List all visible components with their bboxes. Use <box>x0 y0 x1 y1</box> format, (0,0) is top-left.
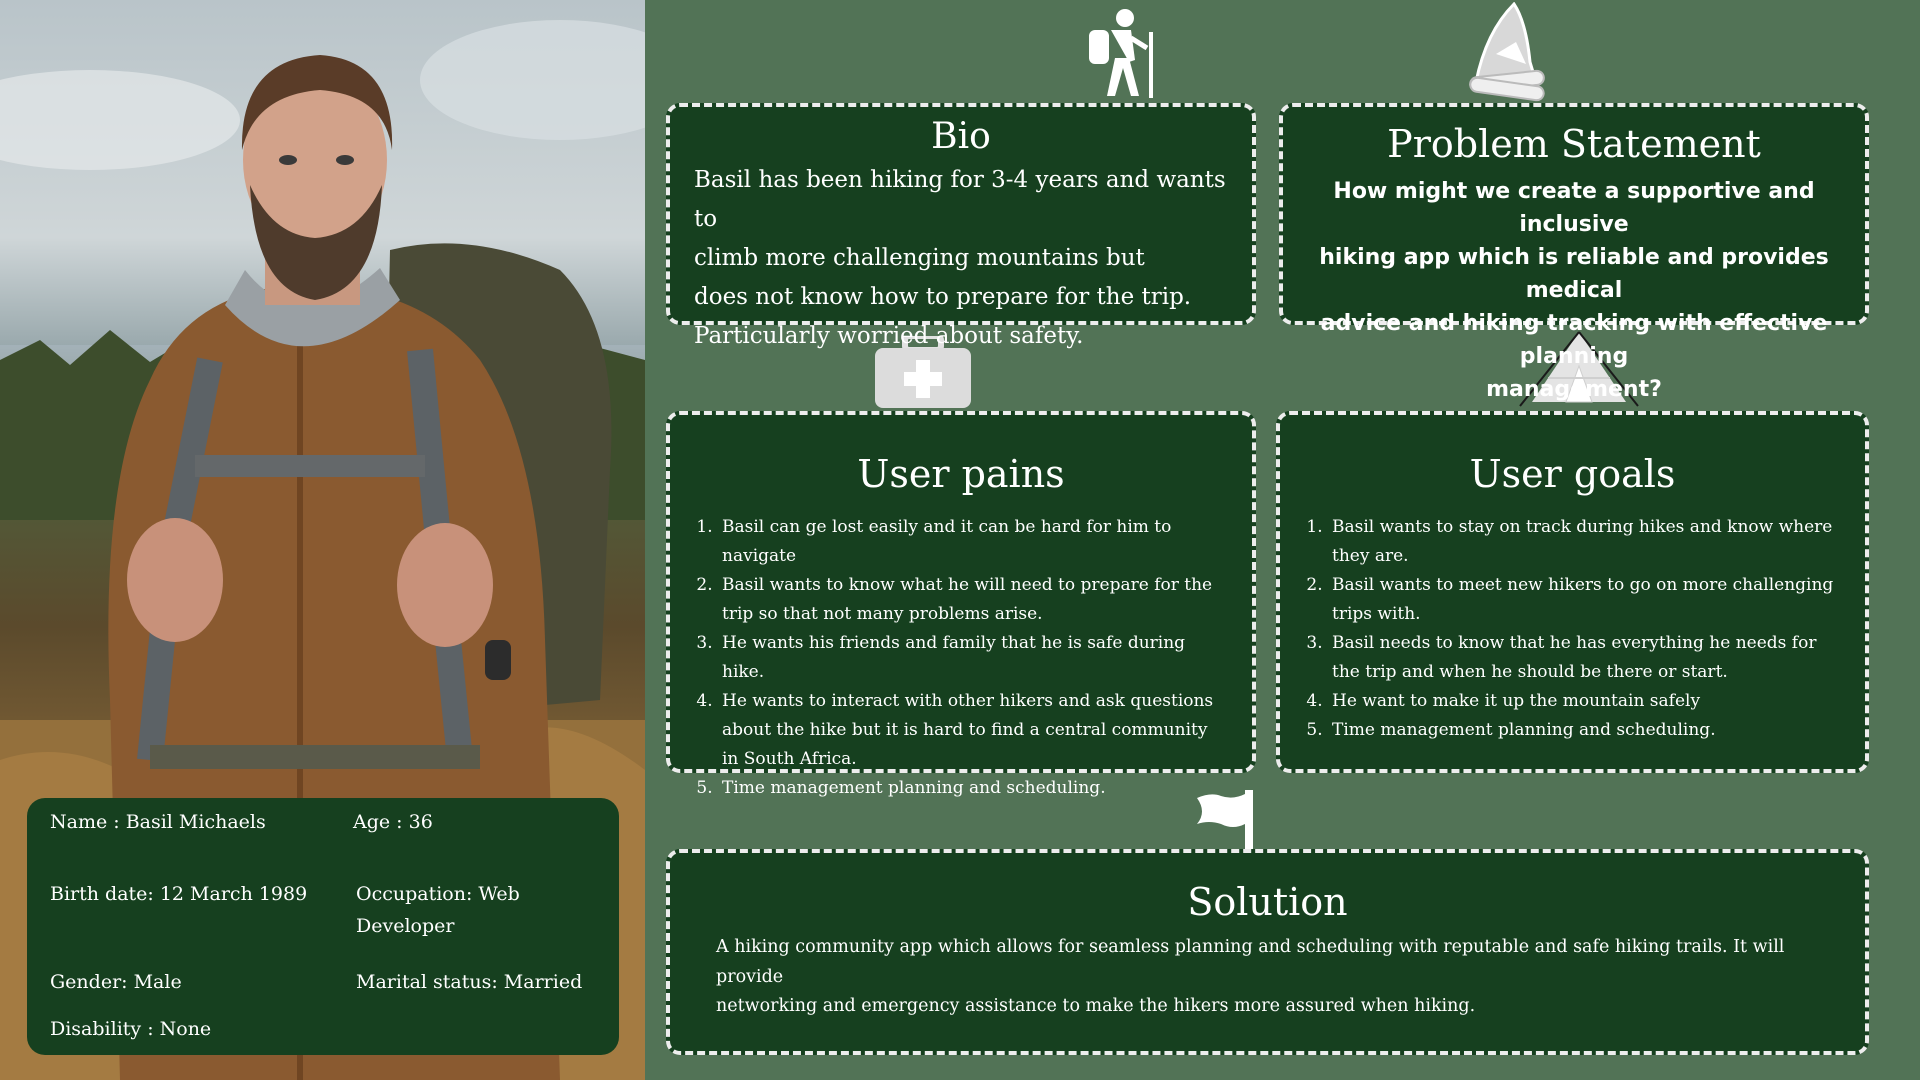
bio-title: Bio <box>931 116 991 157</box>
profile-name: Name : Basil Michaels <box>50 811 266 833</box>
solution-line: networking and emergency assistance to make the hikers more assured when hiking. <box>716 996 1476 1016</box>
profile-disability: Disability : None <box>50 1018 212 1040</box>
list-item: 1. Basil wants to stay on track during hikes and know where they are. <box>1328 513 1839 571</box>
bio-line: Basil has been hiking for 3-4 years and wants to <box>694 167 1226 232</box>
profile-age: Age : 36 <box>353 811 433 833</box>
solution-text <box>670 933 1865 1022</box>
solution-title: Solution <box>1187 880 1348 924</box>
profile-marital-status: Marital status: Married <box>356 971 583 993</box>
problem-statement-line: How might we create a supportive and inclusive <box>1333 179 1815 237</box>
list-item: 3. Basil needs to know that he has everything he needs for the trip and when he should be there or start. <box>1328 629 1839 687</box>
list-item: 4. He want to make it up the mountain safely <box>1328 687 1839 716</box>
list-item: 4. He wants to interact with other hikers and ask questions about the hike but it is hard to find a central community in South Africa. <box>718 687 1226 774</box>
profile-occupation-line1: Occupation: Web <box>356 883 520 905</box>
problem-statement-line: management? <box>1486 377 1662 402</box>
profile-info-card <box>27 798 619 1055</box>
hiker-icon <box>1085 8 1161 100</box>
solution-card <box>666 849 1869 1055</box>
profile-birth-date: Birth date: 12 March 1989 <box>50 883 308 905</box>
profile-gender: Gender: Male <box>50 971 182 993</box>
user-pains-title: User pains <box>857 452 1065 496</box>
problem-statement-title: Problem Statement <box>1387 122 1761 166</box>
user-pains-card <box>666 411 1256 798</box>
user-goals-card <box>1276 411 1869 773</box>
bio-card <box>666 103 1256 349</box>
problem-statement-line: advice and hiking tracking with effective planning <box>1320 311 1828 369</box>
bio-line: climb more challenging mountains but <box>694 245 1145 271</box>
list-item: 2. Basil wants to meet new hikers to go on more challenging trips with. <box>1328 571 1839 629</box>
list-item: 3. He wants his friends and family that he is safe during hike. <box>718 629 1226 687</box>
list-item: 5. Time management planning and scheduling. <box>1328 716 1839 745</box>
profile-occupation-line2: Developer <box>356 915 455 937</box>
list-item: 5. Time management planning and scheduling. <box>718 774 1226 803</box>
user-goals-title: User goals <box>1469 452 1676 496</box>
problem-statement-line: hiking app which is reliable and provides medical <box>1319 245 1829 303</box>
bio-line: Particularly worried about safety. <box>694 323 1084 349</box>
bio-line: does not know how to prepare for the trip. <box>694 284 1192 310</box>
user-pains-list <box>670 513 1252 803</box>
problem-statement-card <box>1279 103 1869 402</box>
mountain-icon <box>1466 2 1548 102</box>
bio-text <box>670 161 1252 356</box>
problem-statement-text <box>1283 175 1865 406</box>
user-goals-list <box>1280 513 1865 745</box>
solution-line: A hiking community app which allows for seamless planning and scheduling with reputable and safe hiking trails. It will provide <box>716 937 1785 987</box>
list-item: 2. Basil wants to know what he will need to prepare for the trip so that not many problems arise. <box>718 571 1226 629</box>
list-item: 1. Basil can ge lost easily and it can be hard for him to navigate <box>718 513 1226 571</box>
